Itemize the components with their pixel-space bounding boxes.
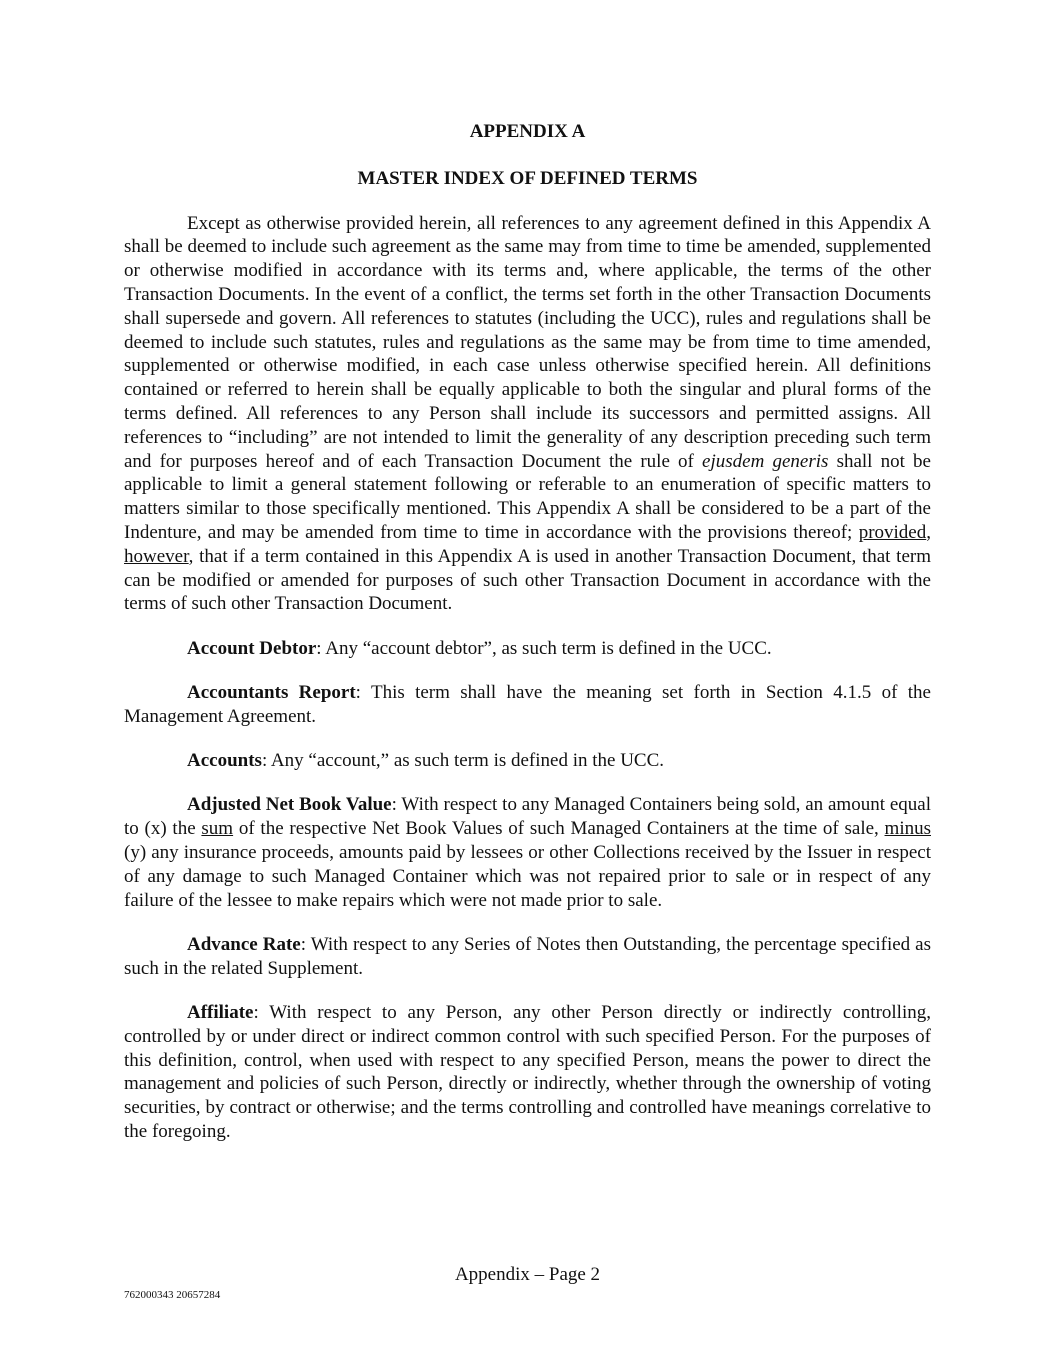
page-footer: Appendix – Page 2 — [454, 1264, 601, 1285]
intro-text-3: , that if a term contained in this Appendix A is used in another Transaction Document, that term can be modified or amended for purposes of such other Transaction Document in accordance with the terms of such other Transaction Document. — [124, 545, 931, 615]
definition-accountants-report — [124, 681, 931, 729]
term-account-debtor: Account Debtor — [187, 637, 317, 659]
definition-advance-rate — [124, 933, 931, 981]
intro-sep: , — [926, 521, 931, 543]
term-accounts: Accounts — [187, 750, 262, 772]
def-underline-sum: sum — [201, 818, 234, 840]
def-underline-minus: minus — [884, 818, 931, 840]
definition-account-debtor — [124, 637, 931, 661]
term-affiliate: Affiliate — [187, 1001, 254, 1023]
definition-adjusted-net-book-value — [124, 793, 931, 912]
intro-paragraph — [124, 212, 931, 617]
intro-underline-however: however — [124, 545, 189, 567]
intro-italic: ejusdem generis — [702, 450, 829, 472]
document-id: 762000343 20657284 — [124, 1289, 221, 1301]
term-accountants-report: Accountants Report — [187, 681, 356, 703]
def-text-anbv-1: : With respect to any Managed Containers being sold, an amount equal to (x) the — [124, 794, 931, 840]
document-page — [124, 120, 931, 1164]
term-adjusted-net-book-value: Adjusted Net Book Value — [187, 794, 392, 816]
definition-accounts — [124, 749, 931, 773]
def-text-accounts: : Any “account,” as such term is defined in the UCC. — [261, 750, 665, 772]
intro-text-2: shall not be applicable to limit a general statement following or referable to an enumeration of specific matters to matters similar to those specifically mentioned. This Appendix A shall be considered to be a part of the Indenture, and may be amended from time to time in accordance with the provisions thereof; — [124, 450, 931, 543]
definition-affiliate — [124, 1001, 931, 1144]
def-text-anbv-2: of the respective Net Book Values of such Managed Containers at the time of sale, — [233, 818, 885, 840]
def-text-accountants-report: : This term shall have the meaning set forth in Section 4.1.5 of the Management Agreement. — [124, 681, 931, 727]
intro-text-1: Except as otherwise provided herein, all references to any agreement defined in this Appendix A shall be deemed to include such agreement as the same may from time to time be amended, supplemented or otherwise modified in accordance with its terms and, where applicable, the terms of the other Transaction Documents. In the event of a conflict, the terms set forth in the other Transaction Documents shall supersede and govern. All references to statutes (including the UCC), rules and regulations shall be deemed to include such statutes, rules and regulations as the same may be from time to time amended, supplemented or otherwise modified, in each case unless otherwise specified herein. All definitions contained or referred to herein shall be equally applicable to both the singular and plural forms of the terms defined. All references to any Person shall include its successors and permitted assigns. All references to “including” are not intended to limit the generality of any description preceding such term and for purposes hereof and of each Transaction Document the rule of — [124, 212, 931, 472]
def-text-affiliate: : With respect to any Person, any other Person directly or indirectly controlling, controlled by or under direct or indirect common control with such specified Person. For the purposes of this definition, control, when used with respect to any specified Person, means the power to direct the management and policies of such Person, directly or indirectly, whether through the ownership of voting securities, by contract or otherwise; and the terms controlling and controlled have meanings correlative to the foregoing. — [124, 1001, 931, 1142]
def-text-advance-rate: : With respect to any Series of Notes then Outstanding, the percentage specified as such in the related Supplement. — [124, 933, 932, 979]
def-text-account-debtor: : Any “account debtor”, as such term is defined in the UCC. — [316, 637, 772, 659]
appendix-title: APPENDIX A — [469, 121, 586, 142]
intro-underline-provided: provided — [858, 521, 927, 543]
def-text-anbv-3: (y) any insurance proceeds, amounts paid by lessees or other Collections received by the Issuer in respect of any damage to such Managed Container which was not repaired prior to sale or in respect of any failure of the lessee to make repairs which were not made prior to sale. — [124, 841, 931, 911]
term-advance-rate: Advance Rate — [187, 933, 301, 955]
index-title: MASTER INDEX OF DEFINED TERMS — [357, 167, 698, 189]
